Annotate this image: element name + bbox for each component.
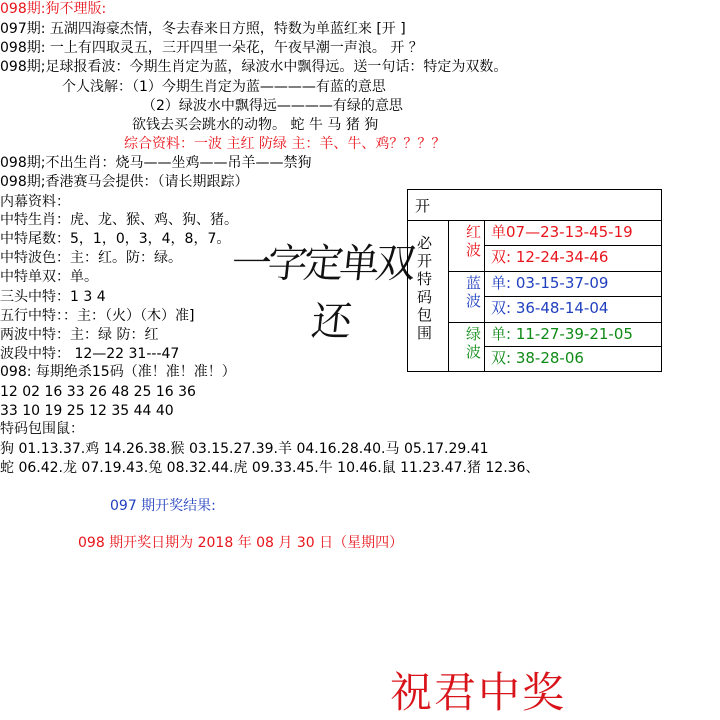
previous-result-label: 097 期开奖结果: [110, 498, 216, 514]
kill-fifteen-line: 098: 每期绝杀15码（准！准！准！） [0, 364, 236, 380]
slogan-line-2: 还 [309, 299, 351, 345]
special-tail: 中特尾数：5，1，0，3，4，8，7。 [0, 231, 231, 247]
box-side-label: 必开特码包围 [415, 235, 433, 343]
special-band: 波段中特： 12—22 31---47 [0, 346, 180, 362]
jockey-club-line: 098期;香港赛马会提供：（请长期跟踪） [0, 174, 249, 190]
kill-numbers-row-2: 33 10 19 25 12 35 44 40 [0, 403, 174, 419]
green-wave-label: 绿波 [448, 322, 484, 371]
red-wave-label: 红波 [448, 221, 484, 271]
good-luck-wish: 祝君中奖 [390, 668, 567, 717]
interpretation-2: （2）绿波水中飘得远————有绿的意思 [142, 98, 403, 114]
summary-line: 综合资料：一波 主红 防绿 主：羊、牛、鸡？？？？ [124, 136, 446, 152]
green-single: 单: 11-27-39-21-05 [484, 322, 661, 347]
kill-numbers-row-1: 12 02 16 33 26 48 25 16 36 [0, 384, 196, 400]
draw-date: 098 期开奖日期为 2018 年 08 月 30 日（星期四） [78, 535, 404, 551]
football-news-line: 098期;足球报看波：今期生肖定为蓝，绿波水中飘得远。送一句话：特定为双数。 [0, 59, 508, 75]
box-header: 开 [408, 190, 661, 221]
red-double: 双: 12-24-34-46 [484, 246, 661, 271]
interpretation-3: 欲钱去买会跳水的动物。 蛇 牛 马 猪 狗 [132, 117, 379, 133]
edition-name: :狗不理版: [40, 1, 107, 17]
blue-double: 双: 36-48-14-04 [484, 297, 661, 322]
issue-title-line [0, 0, 106, 18]
interpretation-1: 个人浅解：（1）今期生肖定为蓝————有蓝的意思 [62, 79, 386, 95]
riddle-097: 097期: 五湖四海豪杰情，冬去春来日方照，特数为单蓝红来 [开 ] [0, 21, 406, 37]
blue-wave-label: 蓝波 [448, 271, 484, 322]
issue-number: 098期 [0, 1, 41, 17]
inside-title: 内幕资料： [0, 194, 70, 210]
blue-single: 单: 03-15-37-09 [484, 271, 661, 297]
slogan-line-1: 一字定单双 [229, 241, 415, 287]
special-odd-even: 中特单双：单。 [0, 269, 98, 285]
special-two-wave: 两波中特：主：绿 防：红 [0, 327, 159, 343]
special-zodiac: 中特生肖：虎、龙、猴、鸡、狗、猪。 [0, 212, 238, 228]
special-wave: 中特波色：主：红。防：绿。 [0, 250, 182, 266]
special-code-box [407, 189, 662, 372]
special-rat-title: 特码包围鼠： [0, 421, 84, 437]
excluded-zodiac-line: 098期;不出生肖：烧马——坐鸡——吊羊——禁狗 [0, 155, 312, 171]
special-head: 三头中特：1 3 4 [0, 289, 106, 305]
special-element: 五行中特：：主：（火）（木）准] [0, 308, 195, 324]
zodiac-number-list-1: 狗 01.13.37.鸡 14.26.38.猴 03.15.27.39.羊 04.16.28.40.马 05.17.29.41 [0, 441, 489, 457]
riddle-098: 098期: 一上有四取灵五，三开四里一朵花，午夜早潮一声浪。 开 ？ [0, 40, 423, 56]
green-double: 双: 38-28-06 [484, 347, 661, 371]
zodiac-number-list-2: 蛇 06.42.龙 07.19.43.兔 08.32.44.虎 09.33.45.牛 10.46.鼠 11.23.47.猪 12.36、 [0, 460, 540, 476]
red-single: 单07—23-13-45-19 [484, 221, 661, 246]
